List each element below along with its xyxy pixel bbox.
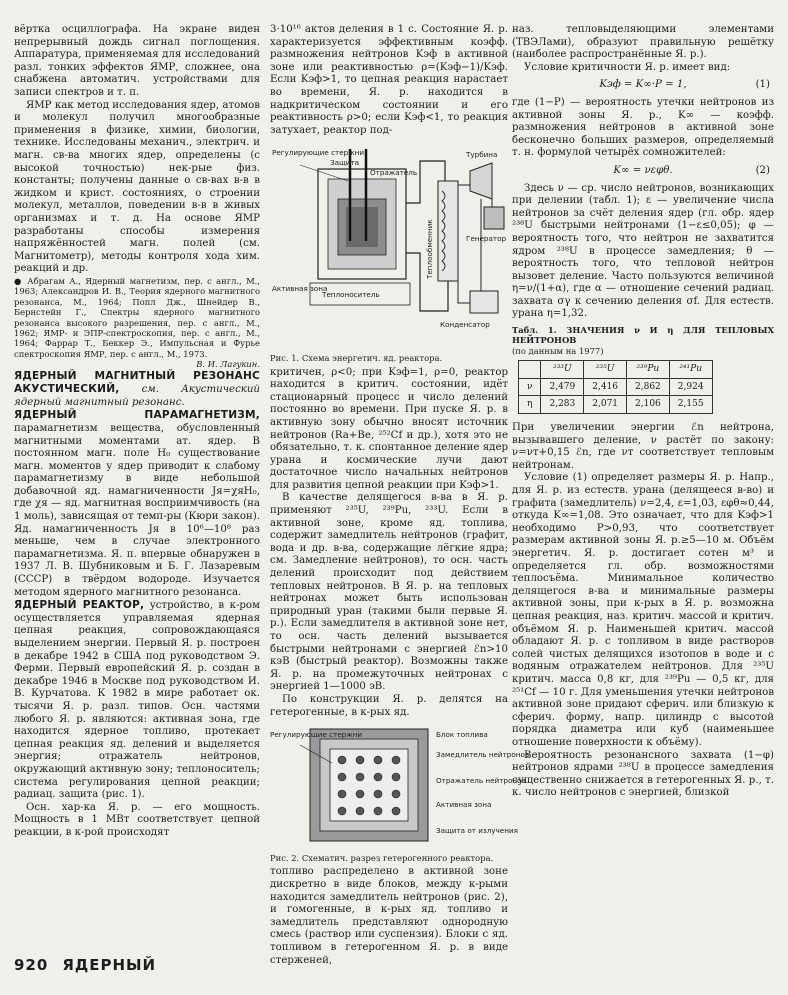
fuel-block xyxy=(356,773,364,781)
figure-2-heterogeneous-reactor xyxy=(270,723,530,864)
label-shield: Защита xyxy=(330,158,360,168)
entry-nuclear-paramagnetism xyxy=(14,409,260,599)
table-header-cell: ²³⁵U xyxy=(584,361,627,379)
label-turbine: Турбина xyxy=(466,150,498,160)
label-rods: Регулирующие стержни xyxy=(270,730,363,740)
label-coolant: Теплоноситель xyxy=(322,290,380,300)
label-shield: Защита от излучения xyxy=(436,826,518,836)
page-folio xyxy=(14,956,170,974)
label-reflector: Отражатель xyxy=(370,168,418,178)
references: ● Абрагам А., Ядерный магнетизм, пер. с англ., М., 1963; Александров И. В., Теория ядерного магнитного резонанса, М., 1964; Попл Дж., Шнейдер В., Бернстейн Г., Спектры ядерного магнитного резонанса высокого разрешения, пер. с англ., М., 1962; ЯМР- и ЭПР-спектроскопия, пер. с англ., М., 1964; Фаррар Т., Беккер Э., Импульсная и Фурье спектроскопия ЯМР, пер. с англ., М., 1973. xyxy=(14,275,260,359)
fuel-block xyxy=(374,790,382,798)
fuel-block xyxy=(338,790,346,798)
label-condenser: Конденсатор xyxy=(440,320,490,330)
table-cell: 2,416 xyxy=(584,378,627,396)
fuel-block xyxy=(338,756,346,764)
figure-1-reactor-scheme xyxy=(270,141,508,363)
turbine xyxy=(470,163,492,199)
table-header-cell: ²³⁹Pu xyxy=(627,361,670,379)
fuel-block xyxy=(374,773,382,781)
values-table xyxy=(518,360,713,414)
table-header-cell: ²⁴¹Pu xyxy=(669,361,712,379)
condenser xyxy=(470,291,498,313)
entry-body: см. Акустический ядерный магнитный резонанс. xyxy=(14,384,260,408)
table-cell: 2,283 xyxy=(541,396,584,414)
entry-heading: ЯДЕРНЫЙ РЕАКТОР, xyxy=(14,599,145,612)
figure-1-caption: Рис. 1. Схема энергетич. яд. реактора. xyxy=(270,353,443,364)
equation-1-number: (1) xyxy=(755,79,770,91)
return-pipe xyxy=(458,281,470,303)
table-cell: 2,071 xyxy=(584,396,627,414)
equation-2-number: (2) xyxy=(755,164,770,176)
entry-body: устройство, в к-ром осуществляется управляемая ядерная цепная реакция, сопровождающаяся выделением энергии. Первый Я. р. построен в декабре 1942 в США под руководством Э. Ферми. Первый европейский Я. р. создан в декабре 1946 в Москве под руководством И. В. Курчатова. К 1982 в мире работает ок. тысячи Я. р. разл. типов. Осн. частями любого Я. р. являются: активная зона, где находится ядерное топливо, протекает цепная реакция яд. делений и выделяется энергия; отражатель нейтронов, окружающий активную зону; теплоноситель; система регулирования цепной реакции; радиац. защита (рис. 1). xyxy=(14,600,260,801)
paragraph: Осн. хар-ка Я. р. — его мощность. Мощность в 1 МВт соответствует цепной реакции, в к-рой происходят xyxy=(14,801,260,838)
paragraph: 3·10¹⁶ актов деления в 1 с. Состояние Я. р. характеризуется эффективным коэфф. размножения нейтронов Kэф в активной зоне или реактивностью ρ=(Kэф−1)/Kэф. Если Kэф>1, то цепная реакция нарастает во времени, Я. р. находится в надкритическом состоянии и его реактивность ρ>0; если Kэф<1, то реакция затухает, реактор под- xyxy=(270,24,508,136)
heat-exchanger xyxy=(438,181,458,281)
table-row xyxy=(519,396,713,414)
author-signature: В. И. Лагукин. xyxy=(196,359,260,370)
fuel-block xyxy=(356,807,364,815)
label-moderator: Замедлитель нейтронов xyxy=(436,750,530,760)
fuel-block xyxy=(392,773,400,781)
label-fuel: Блок топлива xyxy=(436,730,488,740)
fuel-block xyxy=(338,773,346,781)
table-cell: 2,862 xyxy=(627,378,670,396)
fuel-block xyxy=(356,756,364,764)
label-core: Активная зона xyxy=(272,284,328,294)
equation-2-body: K∞ = νεφθ. xyxy=(613,164,673,176)
paragraph: вёртка осциллографа. На экране виден непрерывный дождь сигнал поглощения. Аппаратура, применяемая для исследований разл. тонких эффектов ЯМР, сложнее, она снабжена автоматич. устройствами для записи спектров и т. п. xyxy=(14,24,260,98)
fuel-block xyxy=(392,756,400,764)
fuel-block xyxy=(374,807,382,815)
table-cell: ν xyxy=(519,378,541,396)
fuel-block xyxy=(392,807,400,815)
heterogeneous-reactor-diagram xyxy=(270,723,530,853)
table-cell: 2,106 xyxy=(627,396,670,414)
table-cell: 2,155 xyxy=(669,396,712,414)
label-core: Активная зона xyxy=(436,800,492,810)
figure-2-caption: Рис. 2. Схематич. разрез гетерогенного реактора. xyxy=(270,853,494,864)
table-note: (по данным на 1977) xyxy=(512,345,604,356)
label-rods: Регулирующие стержни xyxy=(272,148,365,158)
equation-1-body: Kэф = K∞·P = 1, xyxy=(599,79,687,91)
fuel-block xyxy=(338,807,346,815)
equation-2 xyxy=(512,165,774,178)
column-3 xyxy=(512,24,774,800)
paragraph: В качестве делящегося в-ва в Я. р. применяют ²³⁵U, ²³⁹Pu, ²³³U. Если в активной зоне, кроме яд. топлива, содержит замедлитель нейтронов (графит, вода и др. в-ва, содержащие лёгкие ядра; см. Замедление нейтронов), то осн. часть делений происходит под действием тепловых нейтронов. В Я. р. на тепловых нейтронах может быть использован природный уран (такими были первые Я. р.). Если замедлителя в активной зоне нет, то осн. часть делений вызывается быстрыми нейтронами с энергией ℰn>10 кэВ (быстрый реактор). Возможны также Я. р. на промежуточных нейтронах с энергией 1—1000 эВ. xyxy=(270,492,508,693)
fuel-block xyxy=(374,756,382,764)
table-cell: η xyxy=(519,396,541,414)
reactor-scheme-diagram xyxy=(270,141,508,353)
label-generator: Генератор xyxy=(466,234,507,244)
paragraph: где (1−P) — вероятность утечки нейтронов из активной зоны Я. р., K∞ — коэфф. размножения нейтронов в активной зоне бесконечно больших размеров, определяемый т. н. формулой четырёх сомножителей: xyxy=(512,96,774,159)
entry-nmr-acoustic xyxy=(14,370,260,410)
label-heat-exchanger: Теплообменник xyxy=(425,219,434,280)
entry-heading: ЯДЕРНЫЙ МАГНИТНЫЙ РЕЗОНАНС АКУСТИЧЕСКИЙ, xyxy=(14,369,260,396)
table-title: Табл. 1. ЗНАЧЕНИЯ ν И η ДЛЯ ТЕПЛОВЫХ НЕЙТРОНОВ xyxy=(512,325,774,346)
leader-line xyxy=(300,165,348,181)
table-header-row xyxy=(519,361,713,379)
paragraph: Вероятность резонансного захвата (1−φ) нейтронов ядрами ²³⁸U в процессе замедления существенно снижается в гетерогенных Я. р., т. к. число нейтронов с энергией, близкой xyxy=(512,749,774,799)
table-header-cell: ²³³U xyxy=(541,361,584,379)
paragraph: топливо распределено в активной зоне дискретно в виде блоков, между к-рыми находится замедлитель нейтронов (рис. 2), и гомогенные, в к-рых яд. топливо и замедлитель представляют однородную смесь (раствор или суспензия). Блоки с яд. топливом в гетерогенном Я. р. в виде стерженей, xyxy=(270,866,508,966)
table-row xyxy=(519,378,713,396)
entry-body: парамагнетизм вещества, обусловленный магнитными моментами ат. ядер. В постоянном магн. поле H₀ существование магн. моментов у ядер приводит к слабому парамагнетизму в виде небольшой добавочной яд. намагниченности Jя=χяH₀, где χя — яд. магнитная восприимчивость (на 1 моль), зависящая от темп-ры (Кюри закон). Яд. намагниченность Jя в 10⁶—10⁸ раз меньше, чем в случае электронного парамагнетизма. Я. п. впервые обнаружен в 1937 Л. В. Шубниковым и Б. Г. Лазаревым (СССР) в твёрдом водороде. Изучается методом ядерного магнитного резонанса. xyxy=(14,422,260,598)
equation-1 xyxy=(512,79,774,92)
paragraph: наз. тепловыделяющими элементами (ТВЭЛами), образуют правильную решётку (наиболее распространённые Я. р.). xyxy=(512,24,774,61)
entry-nuclear-reactor xyxy=(14,599,260,802)
paragraph: При увеличении энергии ℰn нейтрона, вызывавшего деление, ν растёт по закону: ν=νт+0,15 ℰn, где νт соответствует тепловым нейтронам. xyxy=(512,422,774,471)
table-cell: 2,924 xyxy=(669,378,712,396)
table-cell: 2,479 xyxy=(541,378,584,396)
table-header-cell xyxy=(519,361,541,379)
running-head: ЯДЕРНЫЙ xyxy=(62,956,157,974)
paragraph: критичен, ρ<0; при Kэф=1, ρ=0, реактор находится в критич. состоянии, идёт стационарный процесс и число делений постоянно во времени. При пуске Я. р. в активную зону обычно вносят источник нейтронов (Ra+Be, ²⁵²Cf и др.), хотя это не обязательно, т. к. спонтанное деление ядер урана и космические лучи дают достаточное число начальных нейтронов для развития цепной реакции при Kэф>1. xyxy=(270,366,508,491)
fuel-block xyxy=(356,790,364,798)
paragraph: ЯМР как метод исследования ядер, атомов и молекул получил многообразные применения в физике, химии, биологии, технике. Исследованы механич., электрич. и магн. св-ва многих ядер, определены (с высокой точностью) нек-рые физ. константы; получены данные о св-вах в-в в жидком и крист. состояниях, о строении молекул, металлов, поведении в-в в живых организмах и т. д. На основе ЯМР разработаны способы измерения напряжённостей магн. полей (см. Магнитометр), методы контроля хода хим. реакций и др. xyxy=(14,99,260,275)
generator xyxy=(484,207,504,229)
entry-heading: ЯДЕРНЫЙ ПАРАМАГНЕТИЗМ, xyxy=(14,409,260,422)
paragraph: По конструкции Я. р. делятся на гетерогенные, в к-рых яд. xyxy=(270,693,508,718)
label-reflector: Отражатель нейтронов xyxy=(436,776,526,786)
column-1 xyxy=(14,24,260,840)
column-2 xyxy=(270,24,530,967)
paragraph: Здесь ν — ср. число нейтронов, возникающих при делении (табл. 1); ε — увеличение числа нейтронов за счёт деления ядер (гл. обр. ядер ²³⁸U быстрыми нейтронами (1−ε≤0,05); φ — вероятность того, что нейтрон не захватится ядром ²³⁸U в процессе замедления; θ — вероятность того, что тепловой нейтрон вызовет деление. Часто пользуются величиной η=ν/(1+α), где α — отношение сечений радиац. захвата σγ к сечению деления σf. Для естеств. урана η=1,32. xyxy=(512,182,774,320)
paragraph: Условие (1) определяет размеры Я. р. Напр., для Я. р. из естеств. урана (делящееся в-во) и графита (замедлитель) ν=2,4, ε=1,03, εφθ≈0,44, откуда K∞=1,08. Это означает, что для Kэф>1 необходимо P>0,93, что соответствует размерам активной зоны Я. р.≥5—10 м. Объём энергетич. Я. р. достигает сотен м³ и определяется гл. обр. возможностями теплосъёма. Минимальное количество делящегося в-ва и минимальные размеры активной зоны, при к-рых в Я. р. возможна цепная реакция, наз. критич. массой и критич. объёмом Я. р. Наименьшей критич. массой обладают Я. р. с топливом в виде растворов солей чистых делящихся изотопов в воде и с водяным отражателем нейтронов. Для ²³⁵U критич. масса 0,8 кг, для ²³⁹Pu — 0,5 кг, для ²⁵¹Cf — 10 г. Для уменьшения утечки нейтронов активной зоне придают сферич. или близкую к сферич. форму, напр. цилиндр с высотой порядка диаметра или куб (наименьшее отношение поверхности к объёму). xyxy=(512,472,774,748)
fuel-block xyxy=(392,790,400,798)
paragraph: Условие критичности Я. р. имеет вид: xyxy=(524,61,731,73)
page-number: 920 xyxy=(14,956,49,974)
